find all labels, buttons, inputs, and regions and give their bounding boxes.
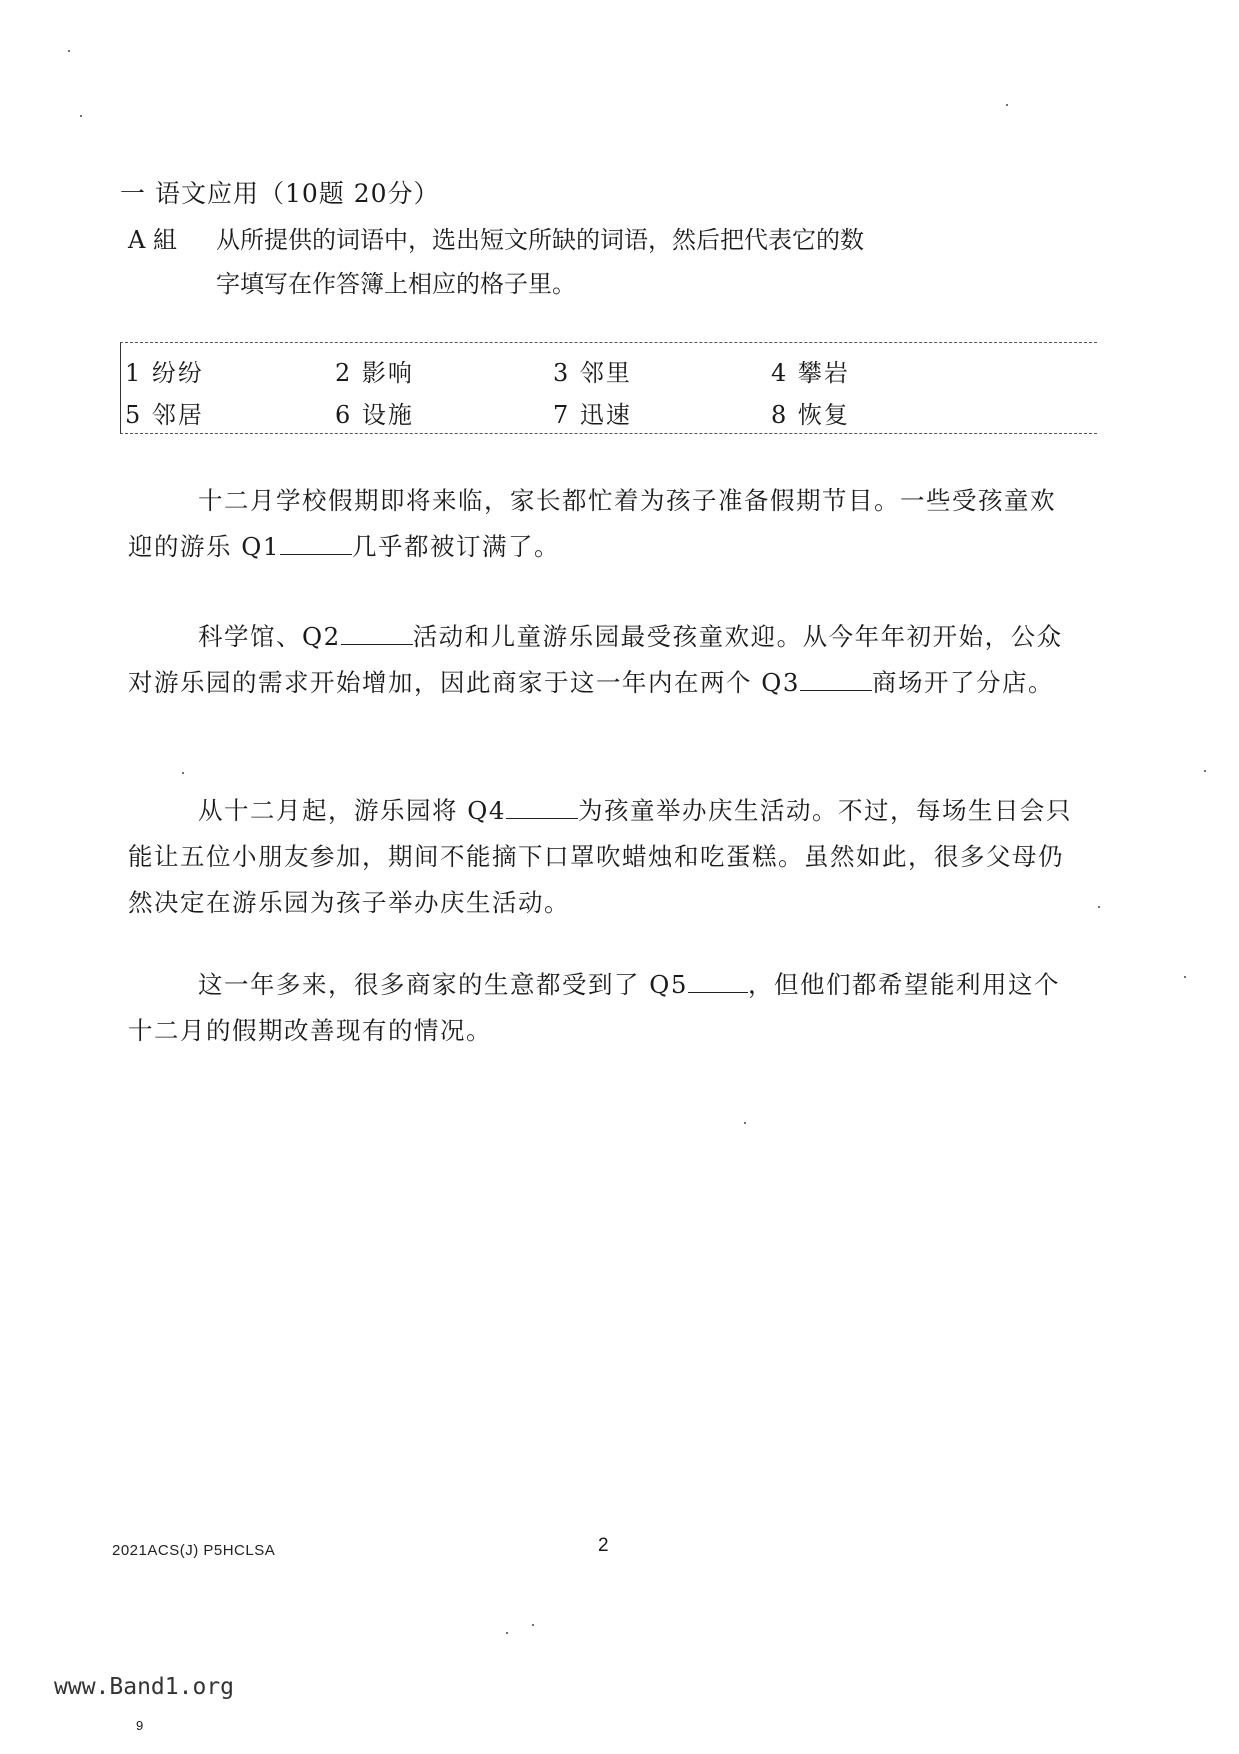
p2-text-b: 活动和儿童游乐园最受孩童欢迎。从今年年初开始，公众对游乐园的需求开始增加，因此商家于这一年内在两个 Q3 xyxy=(128,622,1063,697)
word-option: 4 攀岩 xyxy=(771,359,850,387)
instruction-line-1 xyxy=(128,218,1088,262)
q4-blank xyxy=(506,796,578,819)
word-option: 5 邻居 xyxy=(125,401,204,429)
scan-speck xyxy=(1098,906,1100,908)
section-title: 一 语文应用（10题 20分） xyxy=(120,179,440,208)
p2-text-a: 科学馆、Q2 xyxy=(198,622,341,651)
q2-blank xyxy=(341,622,413,645)
scan-speck xyxy=(1006,104,1008,106)
scan-speck xyxy=(80,115,82,117)
group-label: A 組 xyxy=(128,226,177,254)
p3-text-b: 为孩童举办庆生活动。不过，每场生日会只能让五位小朋友参加，期间不能摘下口罩吹蜡烛和吃蛋糕。虽然如此，很多父母仍然决定在游乐园为孩子举办庆生活动。 xyxy=(128,796,1072,917)
scan-speck xyxy=(68,50,70,52)
instruction-text-1: 从所提供的词语中，选出短文所缺的词语，然后把代表它的数 xyxy=(216,226,864,254)
instruction-line-2: 字填写在作答簿上相应的格子里。 xyxy=(216,270,576,298)
scan-speck xyxy=(506,1632,508,1634)
scan-speck xyxy=(1204,770,1206,772)
paragraph-4 xyxy=(128,962,1078,1054)
scan-speck xyxy=(182,772,184,774)
p1-text-b: 几乎都被订满了。 xyxy=(351,532,560,561)
exam-code: 2021ACS(J) P5HCLSA xyxy=(112,1542,276,1559)
p4-text-b: ，但他们都希望能利用这个十二月的假期改善现有的情况。 xyxy=(128,970,1060,1045)
p2-text-c: 商场开了分店。 xyxy=(871,668,1054,697)
word-option: 3 邻里 xyxy=(553,359,632,387)
q5-blank xyxy=(688,970,748,993)
watermark-url: www.Band1.org xyxy=(54,1674,235,1700)
q3-blank xyxy=(800,668,872,691)
p1-text-a: 十二月学校假期即将来临，家长都忙着为孩子准备假期节目。一些受孩童欢迎的游乐 Q1 xyxy=(128,486,1056,561)
p4-text-a: 这一年多来，很多商家的生意都受到了 Q5 xyxy=(198,970,688,999)
word-option: 7 迅速 xyxy=(553,401,632,429)
word-option: 8 恢复 xyxy=(771,401,850,429)
word-option: 2 影响 xyxy=(335,359,414,387)
scan-speck xyxy=(1184,976,1186,978)
paragraph-1 xyxy=(128,478,1078,570)
page-number: 2 xyxy=(598,1535,609,1556)
p3-text-a: 从十二月起，游乐园将 Q4 xyxy=(198,796,506,825)
instruction xyxy=(128,218,1088,306)
paragraph-2 xyxy=(128,614,1078,706)
scan-speck xyxy=(744,1122,746,1124)
paragraph-3 xyxy=(128,788,1078,926)
word-bank-box xyxy=(120,342,1097,434)
word-option: 6 设施 xyxy=(335,401,414,429)
scan-speck xyxy=(532,1624,534,1626)
word-option: 1 纷纷 xyxy=(125,359,204,387)
q1-blank xyxy=(280,532,352,555)
corner-mark: 9 xyxy=(136,1718,144,1733)
